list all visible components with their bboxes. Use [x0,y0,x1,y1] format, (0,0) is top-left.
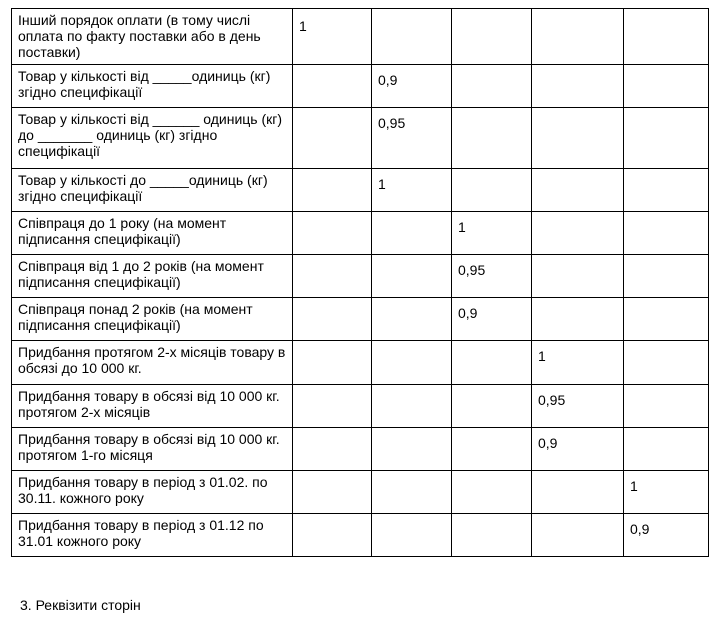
table-row [12,428,709,471]
cell-value [372,385,452,428]
cell-value [372,212,452,255]
table-row [12,514,709,557]
cell-value [452,428,532,471]
cell-value [293,169,372,212]
cell-value [452,108,532,169]
cell-value [452,65,532,108]
cell-value: 0,9 [624,514,709,557]
cell-value [532,9,624,65]
cell-value [293,471,372,514]
cell-value [372,9,452,65]
table-row [12,298,709,341]
coefficient-table [11,8,709,557]
cell-value: 1 [532,341,624,385]
cell-value: 1 [293,9,372,65]
row-label: Товар у кількості до _____одиниць (кг) згідно специфікації [12,169,293,212]
row-label: Придбання товару в обсязі від 10 000 кг. протягом 2-х місяців [12,385,293,428]
cell-value [452,341,532,385]
cell-value [293,212,372,255]
cell-value [293,65,372,108]
row-label: Придбання товару в період з 01.02. по 30.11. кожного року [12,471,293,514]
cell-value [624,255,709,298]
cell-value: 0,9 [532,428,624,471]
cell-value [532,514,624,557]
cell-value: 1 [372,169,452,212]
row-label: Придбання товару в період з 01.12 по 31.01 кожного року [12,514,293,557]
cell-value [452,471,532,514]
cell-value [532,298,624,341]
table-row [12,255,709,298]
table-row [12,385,709,428]
cell-value [293,428,372,471]
cell-value [624,385,709,428]
cell-value [293,255,372,298]
table-row [12,471,709,514]
cell-value [372,428,452,471]
cell-value: 0,95 [372,108,452,169]
table-row [12,212,709,255]
cell-value [624,212,709,255]
cell-value [532,471,624,514]
table-row [12,169,709,212]
cell-value [293,108,372,169]
row-label: Співпраця від 1 до 2 років (на момент підписання специфікації) [12,255,293,298]
row-label: Товар у кількості від _____одиниць (кг) згідно специфікації [12,65,293,108]
table-row [12,108,709,169]
cell-value [372,514,452,557]
cell-value [532,108,624,169]
cell-value [532,65,624,108]
cell-value [452,9,532,65]
table-row [12,341,709,385]
row-label: Придбання протягом 2-х місяців товару в обсязі до 10 000 кг. [12,341,293,385]
row-label: Співпраця до 1 року (на момент підписання специфікації) [12,212,293,255]
cell-value: 0,9 [452,298,532,341]
cell-value [452,385,532,428]
cell-value [532,212,624,255]
cell-value [372,298,452,341]
section-title: 3. Реквізити сторін [20,597,141,613]
row-label: Придбання товару в обсязі від 10 000 кг. протягом 1-го місяця [12,428,293,471]
row-label: Інший порядок оплати (в тому числі оплата по факту поставки або в день поставки) [12,9,293,65]
cell-value [532,255,624,298]
cell-value: 0,9 [372,65,452,108]
cell-value [624,108,709,169]
cell-value [624,169,709,212]
cell-value: 1 [624,471,709,514]
cell-value [452,169,532,212]
cell-value [624,65,709,108]
cell-value [293,298,372,341]
cell-value [293,385,372,428]
cell-value [372,341,452,385]
table-row [12,65,709,108]
row-label: Співпраця понад 2 років (на момент підписання специфікації) [12,298,293,341]
table-row [12,9,709,65]
cell-value [293,514,372,557]
cell-value [532,169,624,212]
cell-value: 1 [452,212,532,255]
cell-value [372,471,452,514]
cell-value [624,298,709,341]
cell-value [624,341,709,385]
cell-value [293,341,372,385]
cell-value [624,9,709,65]
cell-value: 0,95 [532,385,624,428]
cell-value [624,428,709,471]
cell-value [372,255,452,298]
cell-value: 0,95 [452,255,532,298]
row-label: Товар у кількості від ______ одиниць (кг) до _______ одиниць (кг) згідно специфікації [12,108,293,169]
cell-value [452,514,532,557]
